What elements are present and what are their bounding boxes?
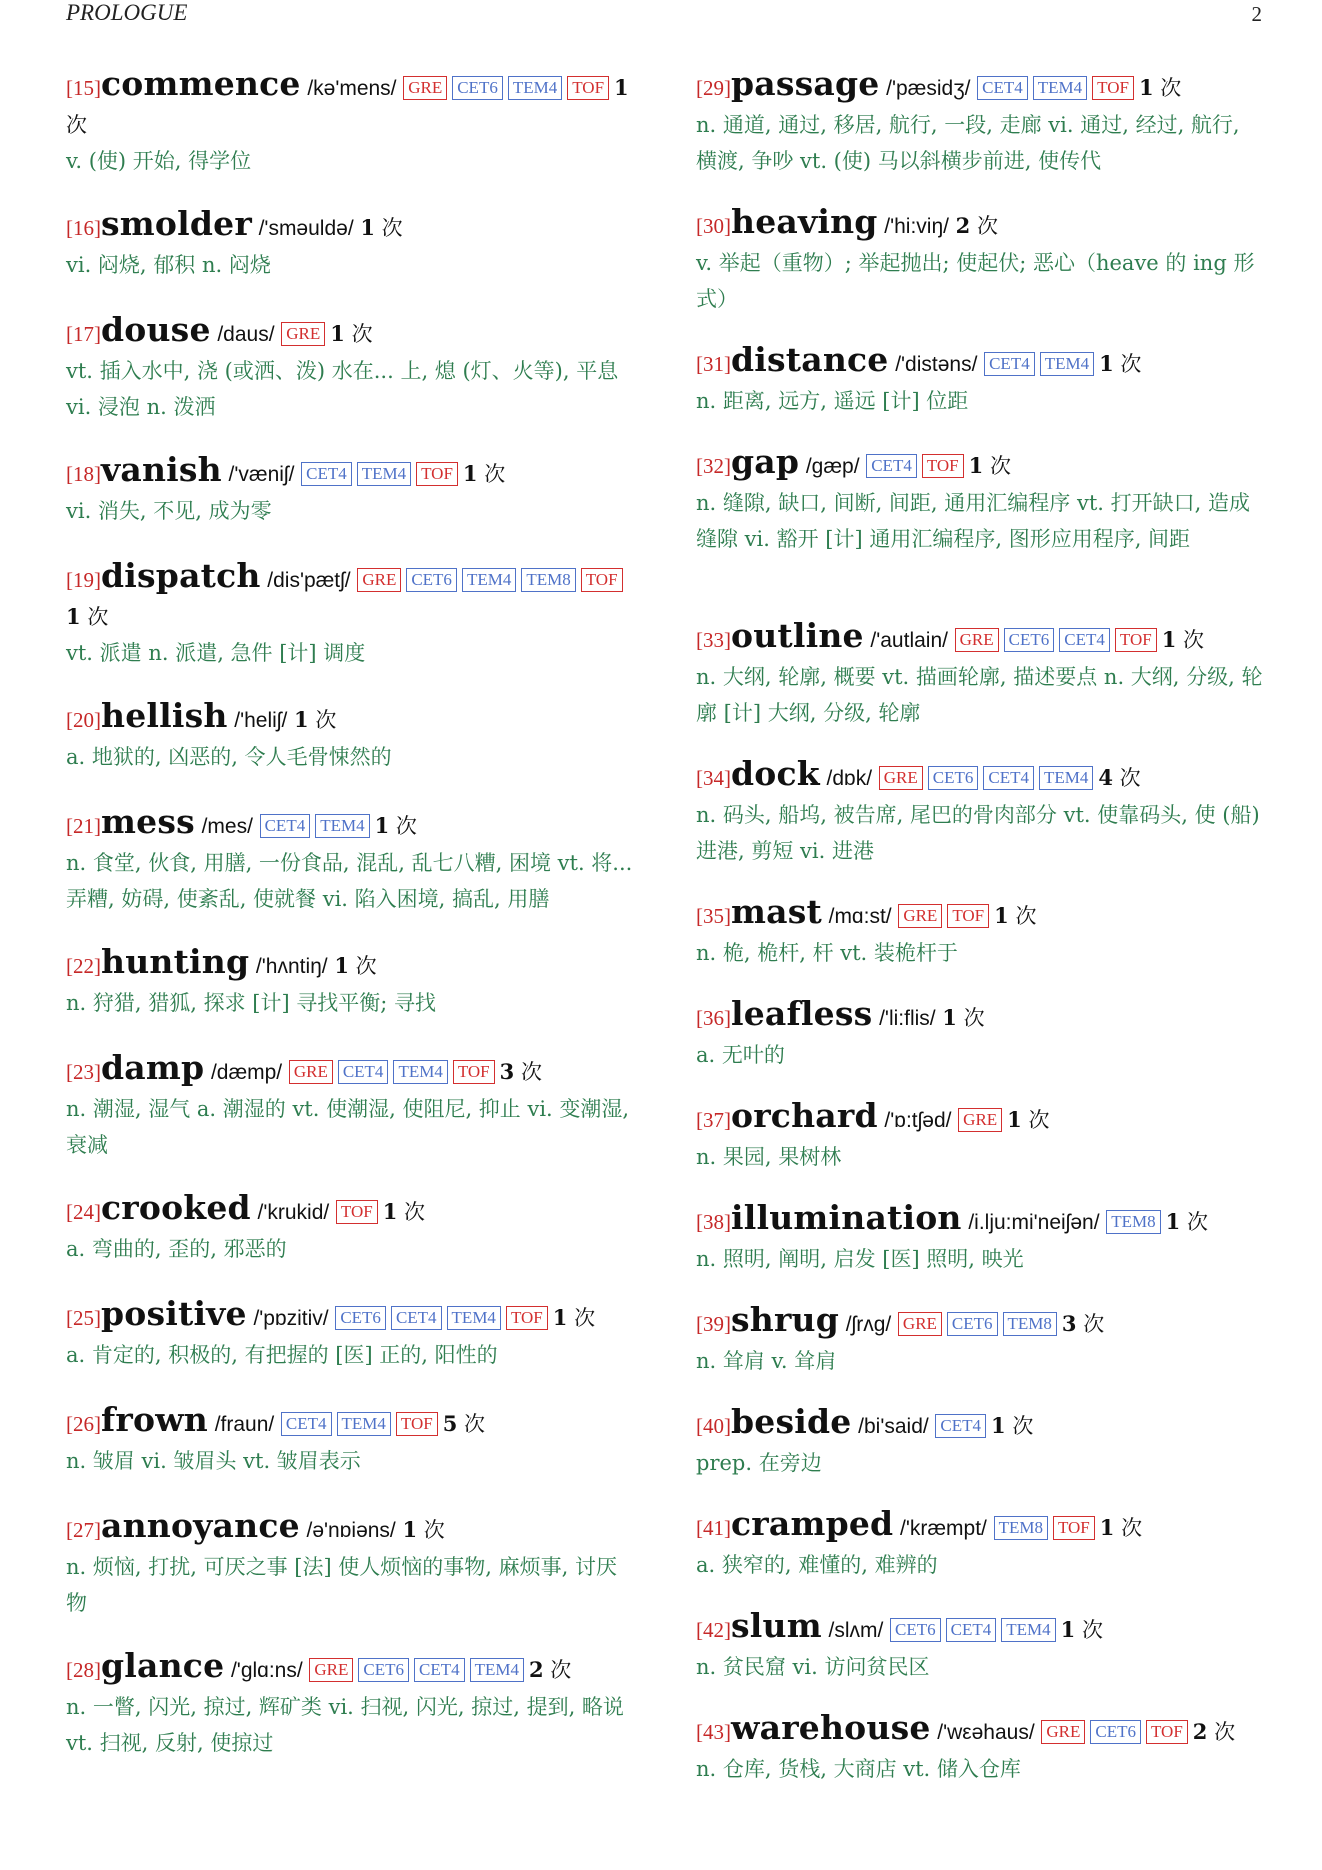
entry-headline <box>696 756 1266 797</box>
occurrence-unit: 次 <box>1012 1414 1034 1438</box>
headword: slum <box>731 1606 822 1645</box>
exam-tag-cet4: CET4 <box>935 1414 986 1438</box>
exam-tag-cet6: CET6 <box>947 1312 998 1336</box>
phonetic: /bi'said/ <box>858 1415 929 1438</box>
entry-number: [32] <box>696 454 731 478</box>
headword: hellish <box>101 696 228 735</box>
entry-headline <box>696 444 1266 485</box>
occurrence-unit: 次 <box>66 113 87 137</box>
occurrence-unit: 次 <box>1121 1516 1143 1540</box>
entry-cramped <box>696 1506 1266 1583</box>
definition: n. 桅, 桅杆, 杆 vt. 装桅杆于 <box>696 941 958 965</box>
exam-tag-tem4: TEM4 <box>357 462 411 486</box>
phonetic: /dæmp/ <box>210 1061 283 1084</box>
entry-number: [38] <box>696 1210 731 1234</box>
headword: gap <box>731 442 800 481</box>
entry-number: [34] <box>696 766 731 790</box>
occurrence-count: 1 <box>552 1305 568 1330</box>
entry-number: [36] <box>696 1006 731 1030</box>
entry-number: [33] <box>696 628 731 652</box>
page-number: 2 <box>1251 2 1262 26</box>
occurrence-count: 1 <box>1099 1515 1115 1540</box>
entry-number: [20] <box>66 708 101 732</box>
definition: a. 肯定的, 积极的, 有把握的 [医] 正的, 阳性的 <box>66 1343 498 1367</box>
phonetic: /'ɒ:tʃəd/ <box>884 1109 952 1132</box>
entry-headline <box>696 1404 1266 1445</box>
entry-number: [42] <box>696 1618 731 1642</box>
entry-headline <box>696 996 1266 1037</box>
definition: v. 举起（重物）; 举起抛出; 使起伏; 恶心（heave 的 ing 形式） <box>696 251 1255 311</box>
phonetic: /'heliʃ/ <box>234 709 288 732</box>
headword: smolder <box>101 204 252 243</box>
occurrence-unit: 次 <box>464 1412 486 1436</box>
phonetic: /'autlain/ <box>870 629 948 652</box>
entry-headline <box>66 558 636 635</box>
entry-number: [30] <box>696 214 731 238</box>
entry-gap <box>696 444 1266 557</box>
phonetic: /i.lju:mi'neiʃən/ <box>968 1211 1100 1234</box>
entry-number: [41] <box>696 1516 731 1540</box>
occurrence-count: 1 <box>462 461 478 486</box>
headword: commence <box>101 64 301 103</box>
phonetic: /dɒk/ <box>826 767 873 790</box>
occurrence-unit: 次 <box>1160 76 1182 100</box>
definition: n. 狩猎, 猎狐, 探求 [计] 寻找平衡; 寻找 <box>66 991 437 1015</box>
entry-damp <box>66 1050 636 1163</box>
phonetic: /'krukid/ <box>257 1201 330 1224</box>
exam-tag-cet6: CET6 <box>928 766 979 790</box>
entry-headline <box>66 1648 636 1689</box>
exam-tag-tem4: TEM4 <box>447 1306 501 1330</box>
exam-tag-gre: GRE <box>357 568 401 592</box>
exam-tag-cet6: CET6 <box>358 1658 409 1682</box>
exam-tag-cet4: CET4 <box>866 454 917 478</box>
entry-headline <box>696 204 1266 245</box>
exam-tag-gre: GRE <box>289 1060 333 1084</box>
headword: annoyance <box>101 1506 300 1545</box>
definition: n. 缝隙, 缺口, 间断, 间距, 通用汇编程序 vt. 打开缺口, 造成缝隙 vi. 豁开 [计] 通用汇编程序, 图形应用程序, 间距 <box>696 491 1250 551</box>
entry-headline <box>66 66 636 143</box>
occurrence-count: 2 <box>1192 1719 1208 1744</box>
occurrence-count: 1 <box>66 604 81 629</box>
entry-headline <box>66 944 636 985</box>
exam-tag-cet4: CET4 <box>391 1306 442 1330</box>
entry-hunting <box>66 944 636 1021</box>
headword: hunting <box>101 942 250 981</box>
entry-vanish <box>66 452 636 529</box>
occurrence-unit: 次 <box>423 1518 445 1542</box>
exam-tag-gre: GRE <box>898 904 942 928</box>
headword: warehouse <box>731 1708 931 1747</box>
entry-headline <box>66 452 636 493</box>
definition: n. 通道, 通过, 移居, 航行, 一段, 走廊 vi. 通过, 经过, 航行, 横渡, 争吵 vt. (使) 马以斜横步前进, 使传代 <box>696 113 1240 173</box>
entry-number: [28] <box>66 1658 101 1682</box>
phonetic: /slʌm/ <box>828 1619 884 1642</box>
entry-number: [19] <box>66 568 101 592</box>
entry-hellish <box>66 698 636 775</box>
entry-number: [15] <box>66 76 101 100</box>
exam-tag-cet6: CET6 <box>890 1618 941 1642</box>
headword: crooked <box>101 1188 251 1227</box>
headword: shrug <box>731 1300 840 1339</box>
phonetic: /ə'nɒiəns/ <box>306 1519 396 1542</box>
entry-positive <box>66 1296 636 1373</box>
headword: glance <box>101 1646 225 1685</box>
exam-tag-tem4: TEM4 <box>1040 352 1094 376</box>
exam-tag-cet4: CET4 <box>1059 628 1110 652</box>
entry-number: [16] <box>66 216 101 240</box>
definition: n. 贫民窟 vi. 访问贫民区 <box>696 1655 930 1679</box>
phonetic: /'sməuldə/ <box>258 217 354 240</box>
exam-tag-tof: TOF <box>567 76 609 100</box>
entry-mess <box>66 804 636 917</box>
entry-number: [26] <box>66 1412 101 1436</box>
entry-headline <box>66 698 636 739</box>
entry-number: [23] <box>66 1060 101 1084</box>
exam-tag-tof: TOF <box>922 454 964 478</box>
occurrence-count: 1 <box>360 215 375 240</box>
exam-tag-tof: TOF <box>1115 628 1157 652</box>
occurrence-unit: 次 <box>381 216 403 240</box>
definition: n. 距离, 远方, 遥远 [计] 位距 <box>696 389 969 413</box>
entry-leafless <box>696 996 1266 1073</box>
entry-headline <box>66 1050 636 1091</box>
entry-dock <box>696 756 1266 869</box>
definition: vi. 消失, 不见, 成为零 <box>66 499 272 523</box>
exam-tag-tem4: TEM4 <box>470 1658 524 1682</box>
exam-tag-tem4: TEM4 <box>1039 766 1093 790</box>
exam-tag-cet6: CET6 <box>1004 628 1055 652</box>
phonetic: /'væniʃ/ <box>228 463 295 486</box>
occurrence-count: 1 <box>1165 1209 1181 1234</box>
entry-number: [43] <box>696 1720 731 1744</box>
exam-tag-tof: TOF <box>336 1200 378 1224</box>
phonetic: /'kræmpt/ <box>900 1517 987 1540</box>
occurrence-count: 2 <box>955 213 971 238</box>
exam-tag-cet4: CET4 <box>983 766 1034 790</box>
entry-headline <box>696 1608 1266 1649</box>
occurrence-unit: 次 <box>1028 1108 1050 1132</box>
occurrence-count: 1 <box>614 75 629 100</box>
headword: douse <box>101 310 211 349</box>
exam-tag-cet4: CET4 <box>946 1618 997 1642</box>
entry-number: [40] <box>696 1414 731 1438</box>
entry-frown <box>66 1402 636 1479</box>
phonetic: /'li:flis/ <box>879 1007 936 1030</box>
definition: vi. 闷烧, 郁积 n. 闷烧 <box>66 253 271 277</box>
entry-number: [39] <box>696 1312 731 1336</box>
entry-headline <box>696 1200 1266 1241</box>
headword: leafless <box>731 994 873 1033</box>
headword: illumination <box>731 1198 962 1237</box>
occurrence-unit: 次 <box>1015 904 1037 928</box>
headword: distance <box>731 340 889 379</box>
occurrence-unit: 次 <box>315 708 337 732</box>
definition: v. (使) 开始, 得学位 <box>66 149 252 173</box>
definition: n. 烦恼, 打扰, 可厌之事 [法] 使人烦恼的事物, 麻烦事, 讨厌物 <box>66 1555 618 1615</box>
headword: mast <box>731 892 822 931</box>
exam-tag-tof: TOF <box>416 462 458 486</box>
entry-commence <box>66 66 636 179</box>
occurrence-unit: 次 <box>395 814 417 838</box>
exam-tag-tof: TOF <box>1053 1516 1095 1540</box>
entry-headline <box>696 894 1266 935</box>
occurrence-count: 1 <box>402 1517 418 1542</box>
headword: positive <box>101 1294 247 1333</box>
entry-number: [17] <box>66 322 101 346</box>
entry-number: [37] <box>696 1108 731 1132</box>
headword: mess <box>101 802 195 841</box>
occurrence-count: 1 <box>382 1199 398 1224</box>
entry-number: [18] <box>66 462 101 486</box>
definition: a. 狭窄的, 难懂的, 难辨的 <box>696 1553 938 1577</box>
exam-tag-tem4: TEM4 <box>508 76 562 100</box>
exam-tag-tem4: TEM4 <box>462 568 516 592</box>
phonetic: /'pɒzitiv/ <box>253 1307 329 1330</box>
phonetic: /daus/ <box>217 323 275 346</box>
entry-orchard <box>696 1098 1266 1175</box>
occurrence-unit: 次 <box>520 1060 542 1084</box>
entry-headline <box>66 1508 636 1549</box>
occurrence-count: 1 <box>1138 75 1154 100</box>
entry-annoyance <box>66 1508 636 1621</box>
occurrence-count: 1 <box>330 321 345 346</box>
definition: n. 果园, 果树林 <box>696 1145 842 1169</box>
occurrence-unit: 次 <box>1183 628 1204 652</box>
entry-glance <box>66 1648 636 1761</box>
exam-tag-cet6: CET6 <box>452 76 503 100</box>
definition: n. 皱眉 vi. 皱眉头 vt. 皱眉表示 <box>66 1449 361 1473</box>
phonetic: /fraun/ <box>214 1413 275 1436</box>
exam-tag-tof: TOF <box>1146 1720 1188 1744</box>
entry-illumination <box>696 1200 1266 1277</box>
occurrence-count: 1 <box>968 453 984 478</box>
occurrence-count: 1 <box>994 903 1009 928</box>
phonetic: /'hʌntiŋ/ <box>255 955 328 978</box>
entry-headline <box>696 1098 1266 1139</box>
entry-number: [24] <box>66 1200 101 1224</box>
occurrence-count: 1 <box>1161 627 1177 652</box>
entry-headline <box>66 804 636 845</box>
occurrence-count: 4 <box>1098 765 1113 790</box>
entry-number: [25] <box>66 1306 101 1330</box>
definition: n. 潮湿, 湿气 a. 潮湿的 vt. 使潮湿, 使阻尼, 抑止 vi. 变潮湿, 衰减 <box>66 1097 630 1157</box>
exam-tag-gre: GRE <box>403 76 447 100</box>
occurrence-count: 1 <box>334 953 349 978</box>
entry-number: [27] <box>66 1518 101 1542</box>
entry-headline <box>696 66 1266 107</box>
exam-tag-tof: TOF <box>947 904 989 928</box>
phonetic: /gæp/ <box>805 455 860 478</box>
entry-headline <box>66 1402 636 1443</box>
exam-tag-tem8: TEM8 <box>1003 1312 1057 1336</box>
entry-headline <box>66 206 636 247</box>
occurrence-unit: 次 <box>1119 766 1141 790</box>
exam-tag-gre: GRE <box>955 628 999 652</box>
exam-tag-cet6: CET6 <box>406 568 457 592</box>
exam-tag-cet4: CET4 <box>977 76 1028 100</box>
occurrence-unit: 次 <box>1214 1720 1236 1744</box>
entry-passage <box>696 66 1266 179</box>
entry-warehouse <box>696 1710 1266 1787</box>
entry-headline <box>66 1190 636 1231</box>
entry-outline <box>696 618 1266 731</box>
entry-smolder <box>66 206 636 283</box>
phonetic: /mes/ <box>201 815 253 838</box>
exam-tag-tof: TOF <box>581 568 623 592</box>
occurrence-unit: 次 <box>989 454 1011 478</box>
headword: beside <box>731 1402 852 1441</box>
occurrence-count: 1 <box>942 1005 957 1030</box>
occurrence-count: 3 <box>499 1059 515 1084</box>
headword: damp <box>101 1048 205 1087</box>
definition: n. 码头, 船坞, 被告席, 尾巴的骨肉部分 vt. 使靠码头, 使 (船) 进港, 剪短 vi. 进港 <box>696 803 1260 863</box>
entry-beside <box>696 1404 1266 1481</box>
entry-number: [22] <box>66 954 101 978</box>
exam-tag-cet4: CET4 <box>281 1412 332 1436</box>
exam-tag-cet4: CET4 <box>301 462 352 486</box>
occurrence-count: 1 <box>1060 1617 1076 1642</box>
definition: a. 无叶的 <box>696 1043 785 1067</box>
exam-tag-tof: TOF <box>453 1060 495 1084</box>
occurrence-count: 1 <box>294 707 309 732</box>
phonetic: /mɑ:st/ <box>828 905 892 928</box>
occurrence-unit: 次 <box>355 954 377 978</box>
headword: vanish <box>101 450 222 489</box>
definition: n. 耸肩 v. 耸肩 <box>696 1349 837 1373</box>
phonetic: /'pæsidʒ/ <box>886 77 971 100</box>
entry-headline <box>66 312 636 353</box>
entry-mast <box>696 894 1266 971</box>
exam-tag-gre: GRE <box>958 1108 1002 1132</box>
occurrence-count: 1 <box>374 813 390 838</box>
entry-distance <box>696 342 1266 419</box>
headword: cramped <box>731 1504 894 1543</box>
entry-heaving <box>696 204 1266 317</box>
exam-tag-tem8: TEM8 <box>521 568 575 592</box>
exam-tag-gre: GRE <box>879 766 923 790</box>
headword: dispatch <box>101 556 261 595</box>
entry-number: [31] <box>696 352 731 376</box>
exam-tag-gre: GRE <box>1041 1720 1085 1744</box>
entry-shrug <box>696 1302 1266 1379</box>
occurrence-unit: 次 <box>976 214 998 238</box>
definition: n. 大纲, 轮廓, 概要 vt. 描画轮廓, 描述要点 n. 大纲, 分级, 轮廓 [计] 大纲, 分级, 轮廓 <box>696 665 1263 725</box>
exam-tag-tem8: TEM8 <box>994 1516 1048 1540</box>
exam-tag-gre: GRE <box>281 322 325 346</box>
phonetic: /ʃrʌg/ <box>845 1313 892 1336</box>
occurrence-unit: 次 <box>484 462 506 486</box>
entry-number: [35] <box>696 904 731 928</box>
headword: orchard <box>731 1096 878 1135</box>
occurrence-count: 2 <box>528 1657 544 1682</box>
entry-headline <box>696 1302 1266 1343</box>
definition: vt. 派遣 n. 派遣, 急件 [计] 调度 <box>66 641 366 665</box>
exam-tag-tem4: TEM4 <box>393 1060 447 1084</box>
occurrence-unit: 次 <box>87 605 109 629</box>
phonetic: /'glɑ:ns/ <box>230 1659 303 1682</box>
phonetic: /dis'pætʃ/ <box>267 569 351 592</box>
headword: heaving <box>731 202 878 241</box>
exam-tag-cet6: CET6 <box>1090 1720 1141 1744</box>
exam-tag-cet4: CET4 <box>260 814 311 838</box>
definition: n. 照明, 阐明, 启发 [医] 照明, 映光 <box>696 1247 1024 1271</box>
exam-tag-tof: TOF <box>506 1306 548 1330</box>
occurrence-unit: 次 <box>404 1200 426 1224</box>
definition: a. 地狱的, 凶恶的, 令人毛骨悚然的 <box>66 745 392 769</box>
exam-tag-tem4: TEM4 <box>1033 76 1087 100</box>
exam-tag-tem8: TEM8 <box>1106 1210 1160 1234</box>
phonetic: /'hi:viŋ/ <box>884 215 949 238</box>
exam-tag-tem4: TEM4 <box>1001 1618 1055 1642</box>
phonetic: /'distəns/ <box>895 353 978 376</box>
exam-tag-cet4: CET4 <box>984 352 1035 376</box>
exam-tag-gre: GRE <box>309 1658 353 1682</box>
entry-crooked <box>66 1190 636 1267</box>
occurrence-unit: 次 <box>574 1306 596 1330</box>
definition: n. 仓库, 货栈, 大商店 vt. 储入仓库 <box>696 1757 1021 1781</box>
definition: n. 食堂, 伙食, 用膳, 一份食品, 混乱, 乱七八糟, 困境 vt. 将... 弄糟, 妨碍, 使紊乱, 使就餐 vi. 陷入困境, 搞乱, 用膳 <box>66 851 633 911</box>
entry-slum <box>696 1608 1266 1685</box>
occurrence-unit: 次 <box>1120 352 1142 376</box>
entry-headline <box>696 1710 1266 1751</box>
occurrence-count: 1 <box>1007 1107 1022 1132</box>
phonetic: /'wεəhaus/ <box>937 1721 1035 1744</box>
exam-tag-gre: GRE <box>898 1312 942 1336</box>
occurrence-unit: 次 <box>1081 1618 1103 1642</box>
entry-douse <box>66 312 636 425</box>
occurrence-unit: 次 <box>963 1006 985 1030</box>
phonetic: /kə'mens/ <box>307 77 397 100</box>
exam-tag-tof: TOF <box>396 1412 438 1436</box>
page-header-title: PROLOGUE <box>66 0 188 25</box>
occurrence-count: 1 <box>1099 351 1114 376</box>
occurrence-unit: 次 <box>1186 1210 1208 1234</box>
entry-number: [21] <box>66 814 101 838</box>
exam-tag-tof: TOF <box>1092 76 1134 100</box>
definition: n. 一瞥, 闪光, 掠过, 辉矿类 vi. 扫视, 闪光, 掠过, 提到, 略说 vt. 扫视, 反射, 使掠过 <box>66 1695 624 1755</box>
exam-tag-cet4: CET4 <box>338 1060 389 1084</box>
definition: prep. 在旁边 <box>696 1451 822 1475</box>
exam-tag-cet6: CET6 <box>335 1306 386 1330</box>
headword: passage <box>731 64 880 103</box>
occurrence-count: 1 <box>991 1413 1006 1438</box>
headword: outline <box>731 616 864 655</box>
entry-dispatch <box>66 558 636 671</box>
exam-tag-tem4: TEM4 <box>337 1412 391 1436</box>
occurrence-unit: 次 <box>351 322 373 346</box>
entry-headline <box>696 618 1266 659</box>
occurrence-count: 5 <box>442 1411 458 1436</box>
headword: dock <box>731 754 820 793</box>
occurrence-unit: 次 <box>550 1658 572 1682</box>
definition: a. 弯曲的, 歪的, 邪恶的 <box>66 1237 287 1261</box>
entry-headline <box>66 1296 636 1337</box>
headword: frown <box>101 1400 208 1439</box>
exam-tag-tem4: TEM4 <box>315 814 369 838</box>
occurrence-unit: 次 <box>1083 1312 1105 1336</box>
entry-number: [29] <box>696 76 731 100</box>
exam-tag-cet4: CET4 <box>414 1658 465 1682</box>
occurrence-count: 3 <box>1061 1311 1077 1336</box>
definition: vt. 插入水中, 浇 (或洒、泼) 水在... 上, 熄 (灯、火等), 平息 vi. 浸泡 n. 泼洒 <box>66 359 619 419</box>
entry-headline <box>696 342 1266 383</box>
entry-headline <box>696 1506 1266 1547</box>
